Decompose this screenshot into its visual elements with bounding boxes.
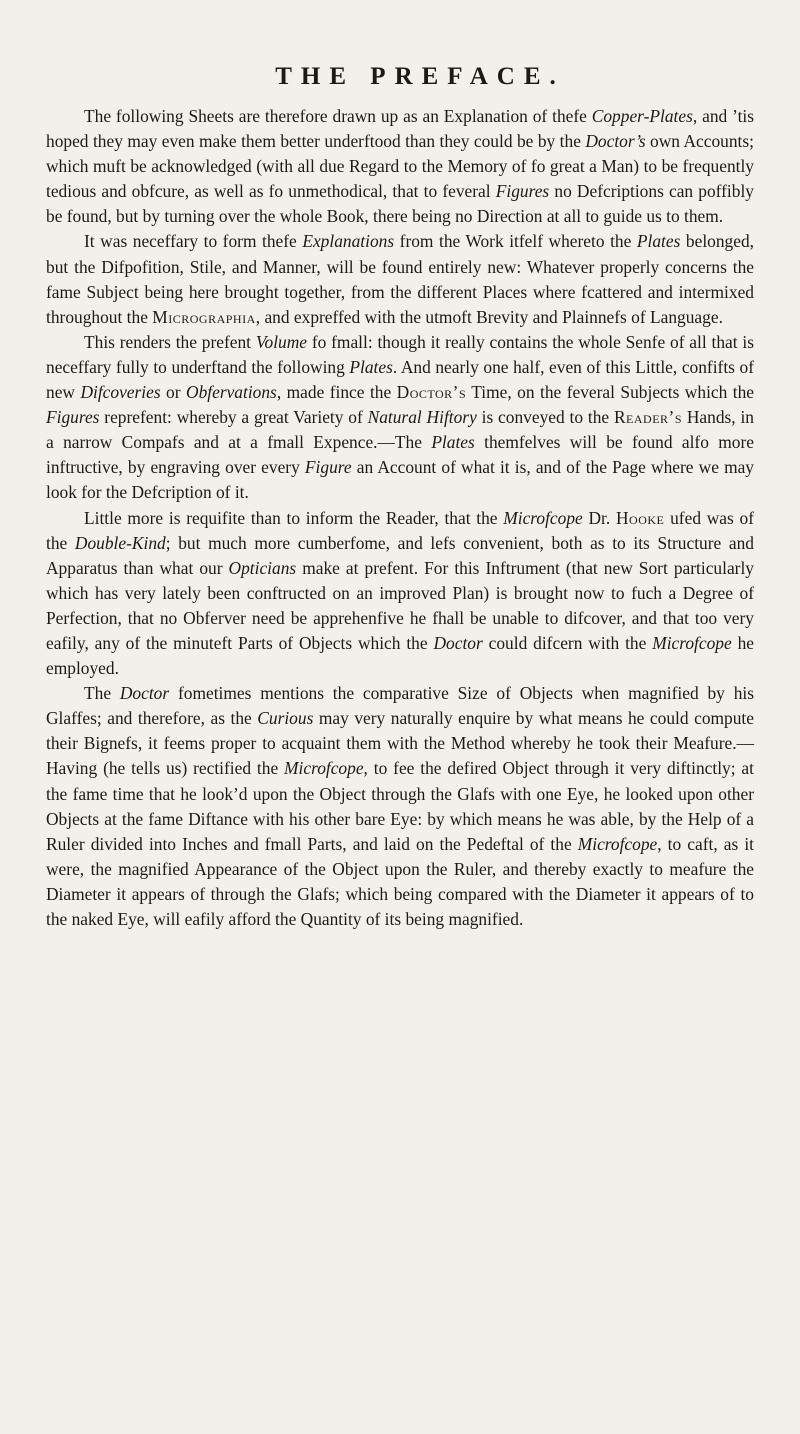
italic-run: Doctor: [119, 683, 170, 704]
italic-run: Microfcope: [577, 833, 658, 854]
paragraph: [46, 229, 754, 329]
text-run: no Defcriptions can poffibly be found, but by turning over the whole Book, there being no Direction at all to guide us to them.: [46, 181, 754, 227]
text-run: fometimes mentions the comparative Size of Objects when magnified by his Glaffes; and therefore, as the: [46, 683, 754, 729]
italic-run: Plates: [349, 356, 393, 377]
small-caps-run: Doctor’s: [396, 382, 467, 403]
text-run: he employed.: [46, 632, 755, 679]
italic-run: Microfcope: [284, 758, 364, 779]
text-run: This renders the prefent: [84, 331, 256, 352]
text-run: themfelves will be found alfo more inftructive, by engraving over every: [46, 432, 755, 478]
paragraph: [46, 681, 754, 932]
text-run: from the Work itfelf whereto the: [394, 231, 637, 252]
italic-run: Figure: [304, 457, 352, 478]
text-run: Little more is requifite than to inform the Reader, that the: [84, 507, 504, 528]
italic-run: Microfcope: [652, 632, 732, 653]
italic-run: Double-Kind: [74, 532, 166, 553]
italic-run: Curious: [257, 708, 314, 729]
paragraph: [46, 104, 754, 229]
text-run: It was neceffary to form thefe: [84, 231, 303, 252]
text-run: make at prefent. For this Inftrument (that new Sort particularly which has very lately been conftructed on an improved Plan) is brought now to fuch a Degree of Perfection, that no Obferver need be apprehenfive he fhall be unable to difcover, and that too very eafily, any of the minuteft Parts of Objects which the: [46, 557, 754, 653]
text-run: ufed was of the: [46, 507, 755, 553]
paragraph: [46, 506, 754, 682]
italic-run: Figures: [495, 181, 550, 202]
italic-run: Plates: [431, 432, 475, 453]
text-run: belonged, but the Difpofition, Stile, and Manner, will be found entirely new: Whatever properly concerns the fame Subject being here brought together, from the different Places where fcattered and intermixed throughout the: [46, 231, 754, 327]
small-caps-run: Micrographia: [152, 306, 256, 327]
text-run: , to caft, as it were, the magnified Appearance of the Object upon the Ruler, and thereby exactly to meafure the Diameter it appears of through the Glafs; which being compared with the Diameter it appears of to the naked Eye, will eafily afford the Quantity of its being magnified.: [46, 833, 754, 929]
small-caps-run: Reader’s: [613, 407, 683, 428]
small-caps-run: Hooke: [615, 507, 665, 528]
text-run: or: [160, 382, 187, 403]
italic-run: Copper-Plates: [591, 106, 693, 126]
italic-run: Volume: [255, 331, 308, 352]
text-run: The: [84, 683, 120, 704]
text-run: own Accounts; which muft be acknowledged (with all due Regard to the Memory of fo great a Man) to be frequently tedious and obfcure, as well as fo unmethodical, that to feveral: [46, 131, 754, 202]
text-run: The following Sheets are therefore drawn up as an Explanation of thefe: [84, 106, 592, 126]
text-run: Time, on the feveral Subjects which the: [466, 382, 755, 403]
italic-run: Doctor’s: [585, 131, 646, 152]
italic-run: Difcoveries: [80, 382, 161, 403]
text-run: , and expreffed with the utmoft Brevity and Plainnefs of Language.: [255, 306, 723, 327]
text-run: may very naturally enquire by what means he could compute their Bignefs, it feems proper to acquaint them with the Method whereby he took their Meafure.—Having (he tells us) rectified the: [46, 708, 754, 779]
italic-run: Doctor: [433, 632, 483, 653]
italic-run: Plates: [636, 231, 681, 252]
text-run: , and ’tis hoped they may even make them better underftood than they could be by the: [46, 106, 755, 152]
running-title: THE PREFACE.: [275, 63, 565, 90]
text-run: could difcern with the: [482, 632, 653, 653]
italic-run: Microfcope: [503, 507, 583, 528]
italic-run: Explanations: [302, 231, 395, 252]
italic-run: Opticians: [228, 557, 297, 578]
text-run: ; but much more cumberfome, and lefs convenient, both as to its Structure and Apparatus than what our: [46, 532, 755, 578]
italic-run: Natural Hiftory: [367, 407, 477, 428]
italic-run: Obfervations: [186, 382, 277, 403]
text-run: Hands, in a narrow Compafs and at a fmall Expence.—The: [46, 407, 754, 453]
paragraph: [46, 330, 754, 506]
text-run: fo fmall: though it really contains the whole Senfe of all that is neceffary fully to underftand the following: [46, 331, 754, 377]
text-run: Dr.: [582, 507, 616, 528]
text-run: reprefent: whereby a great Variety of: [99, 407, 368, 428]
text-run: , made fince the: [276, 382, 397, 403]
text-run: , to fee the defired Object through it very diftinctly; at the fame time that he look’d upon the Object through the Glafs with one Eye, he looked upon other Objects at the fame Diftance with his other bare Eye: by which means he was able, by the Help of a Ruler divided into Inches and fmall Parts, and laid on the Pedeftal of the: [46, 758, 754, 854]
text-run: is conveyed to the: [476, 407, 614, 428]
preface-body: [46, 104, 754, 932]
italic-run: Figures: [46, 407, 100, 428]
text-run: . And nearly one half, even of this Little, confifts of new: [46, 356, 755, 403]
text-run: an Account of what it is, and of the Page where we may look for the Defcription of it.: [46, 457, 755, 503]
